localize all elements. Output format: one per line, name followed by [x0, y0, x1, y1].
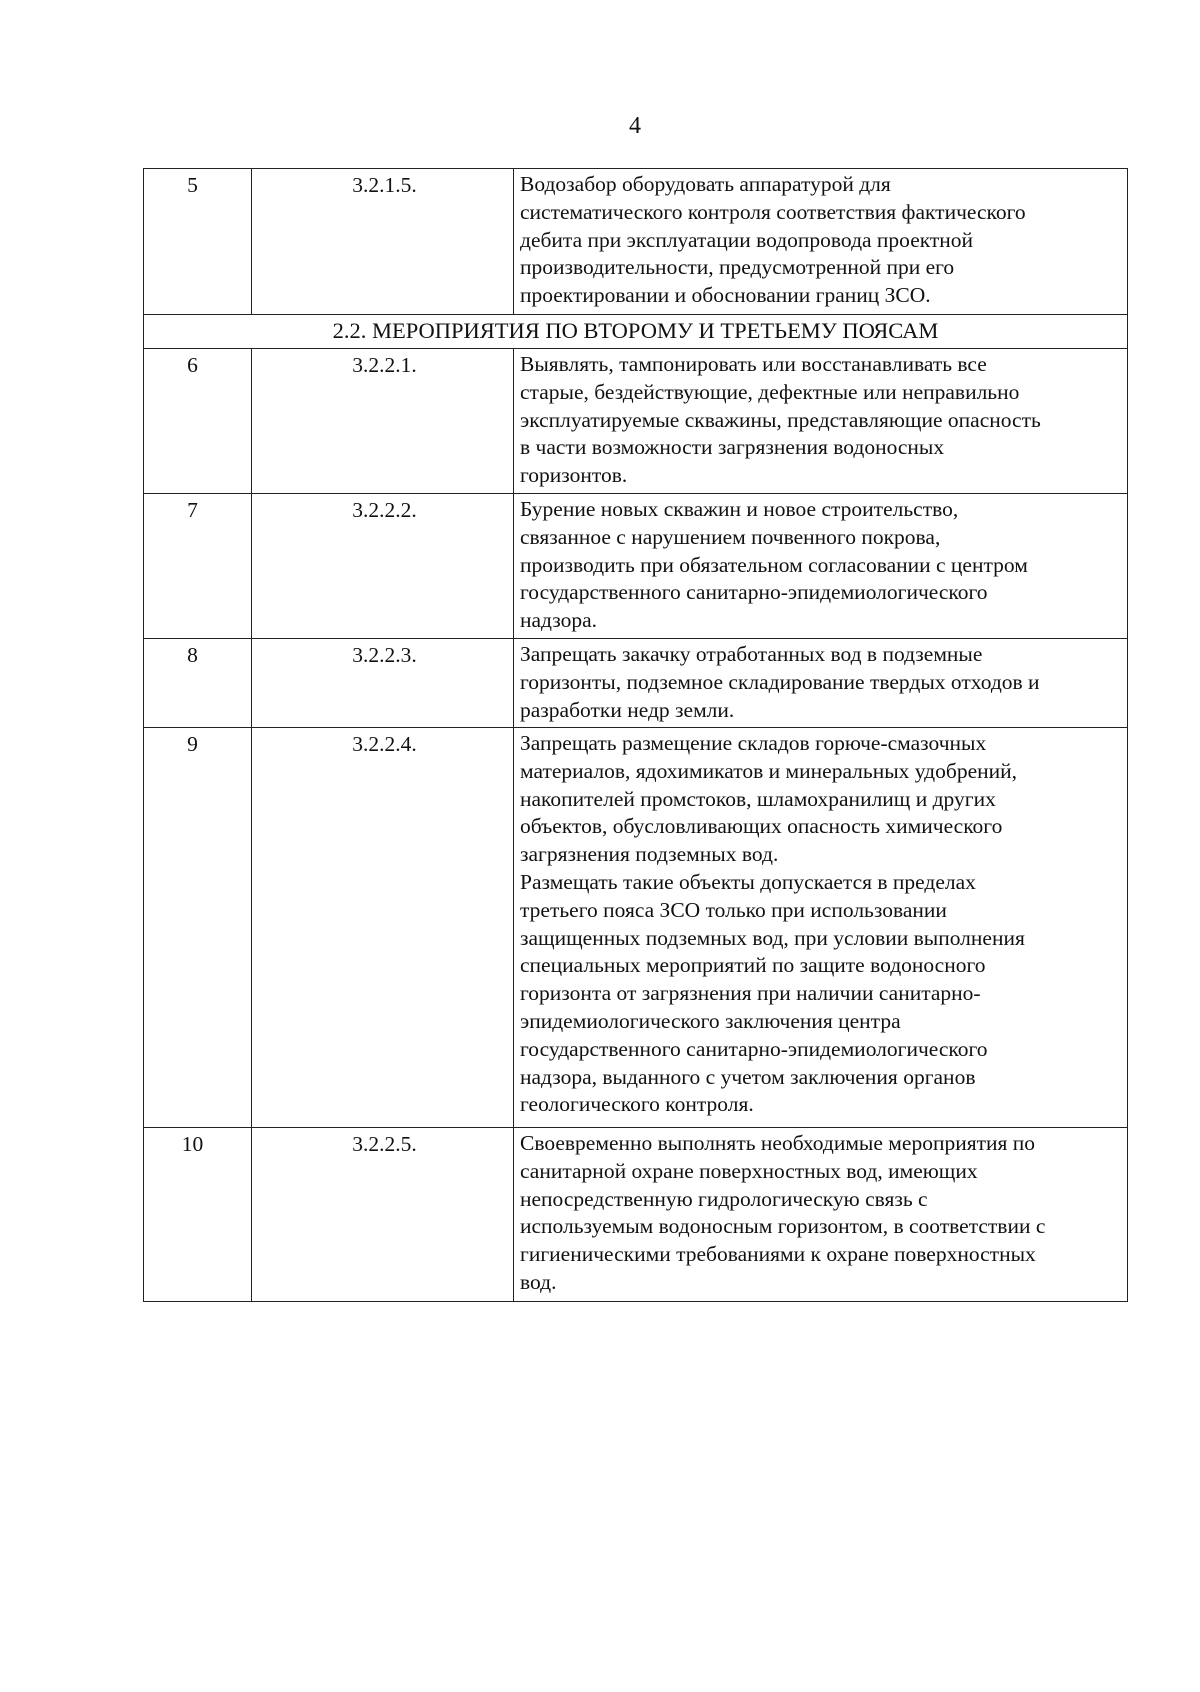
- text-line: горизонта от загрязнения при наличии санитарно-: [520, 981, 981, 1006]
- page-number: 4: [629, 113, 641, 139]
- text-line: санитарной охране поверхностных вод, имеющих: [520, 1158, 978, 1183]
- text-line: третьего пояса ЗСО только при использовании: [520, 897, 947, 922]
- text-line: государственного санитарно-эпидемиологического: [520, 580, 988, 605]
- text-line: объектов, обусловливающих опасность химического: [520, 814, 1003, 839]
- text-line: эпидемиологического заключения центра: [520, 1008, 901, 1033]
- section-header-row: [144, 315, 1128, 349]
- table-row: [144, 494, 1128, 639]
- text-line: Размещать такие объекты допускается в пределах: [520, 869, 976, 894]
- text-line: Запрещать закачку отработанных вод в подземные: [520, 642, 983, 666]
- text-line: Выявлять, тампонировать или восстанавливать все: [520, 352, 987, 376]
- text-line: загрязнения подземных вод.: [520, 842, 779, 867]
- measure-text-cell: [514, 494, 1128, 639]
- text-line: используемым водоносным горизонтом, в соответствии с: [520, 1214, 1046, 1239]
- table-row: [144, 349, 1128, 494]
- text-line: материалов, ядохимикатов и минеральных удобрений,: [520, 758, 1017, 783]
- row-number-cell: 7: [144, 494, 252, 639]
- section-header: 2.2. МЕРОПРИЯТИЯ ПО ВТОРОМУ И ТРЕТЬЕМУ ПОЯСАМ: [144, 315, 1128, 349]
- text-line: эксплуатируемые скважины, представляющие опасность: [520, 407, 1041, 432]
- table-row: [144, 728, 1128, 1128]
- text-line: горизонты, подземное складирование твердых отходов и: [520, 669, 1040, 694]
- text-line: производительности, предусмотренной при его: [520, 255, 955, 280]
- measure-text-cell: [514, 169, 1128, 315]
- text-line: старые, бездействующие, дефектные или неправильно: [520, 379, 1020, 404]
- text-line: проектировании и обосновании границ ЗСО.: [520, 283, 931, 308]
- row-number-cell: 9: [144, 728, 252, 1128]
- text-line: непосредственную гидрологическую связь с: [520, 1186, 928, 1211]
- text-line: геологического контроля.: [520, 1092, 754, 1117]
- row-number-cell: 10: [144, 1128, 252, 1302]
- clause-ref-cell: 3.2.2.1.: [252, 349, 514, 494]
- table-row: [144, 1128, 1128, 1302]
- measure-text-cell: [514, 728, 1128, 1128]
- measure-text-cell: [514, 1128, 1128, 1302]
- text-line: связанное с нарушением почвенного покрова,: [520, 524, 941, 549]
- measure-text-cell: [514, 349, 1128, 494]
- row-number-cell: 8: [144, 639, 252, 728]
- row-number-cell: 5: [144, 169, 252, 315]
- text-line: производить при обязательном согласовании с центром: [520, 552, 1028, 577]
- text-line: горизонтов.: [520, 463, 628, 488]
- clause-ref-cell: 3.2.2.2.: [252, 494, 514, 639]
- clause-ref-cell: 3.2.2.4.: [252, 728, 514, 1128]
- text-line: накопителей промстоков, шламохранилищ и других: [520, 786, 996, 811]
- text-line: дебита при эксплуатации водопровода проектной: [520, 227, 974, 252]
- text-line: гигиеническими требованиями к охране поверхностных: [520, 1242, 1036, 1267]
- table-row: [144, 639, 1128, 728]
- text-line: разработки недр земли.: [520, 697, 735, 722]
- clause-ref-cell: 3.2.1.5.: [252, 169, 514, 315]
- text-line: систематического контроля соответствия фактического: [520, 199, 1026, 224]
- measure-text-cell: [514, 639, 1128, 728]
- text-line: защищенных подземных вод, при условии выполнения: [520, 925, 1025, 950]
- text-line: Водозабор оборудовать аппаратурой для: [520, 172, 891, 196]
- text-line: специальных мероприятий по защите водоносного: [520, 953, 986, 978]
- text-line: надзора.: [520, 608, 598, 633]
- row-number-cell: 6: [144, 349, 252, 494]
- clause-ref-cell: 3.2.2.3.: [252, 639, 514, 728]
- text-line: Запрещать размещение складов горюче-смазочных: [520, 731, 987, 755]
- text-line: Своевременно выполнять необходимые мероприятия по: [520, 1131, 1036, 1155]
- table-row: [144, 169, 1128, 315]
- text-line: государственного санитарно-эпидемиологического: [520, 1036, 988, 1061]
- measures-table: [143, 168, 1128, 1302]
- clause-ref-cell: 3.2.2.5.: [252, 1128, 514, 1302]
- text-line: вод.: [520, 1269, 557, 1294]
- text-line: Бурение новых скважин и новое строительство,: [520, 497, 959, 521]
- text-line: в части возможности загрязнения водоносных: [520, 435, 945, 460]
- text-line: надзора, выданного с учетом заключения органов: [520, 1064, 976, 1089]
